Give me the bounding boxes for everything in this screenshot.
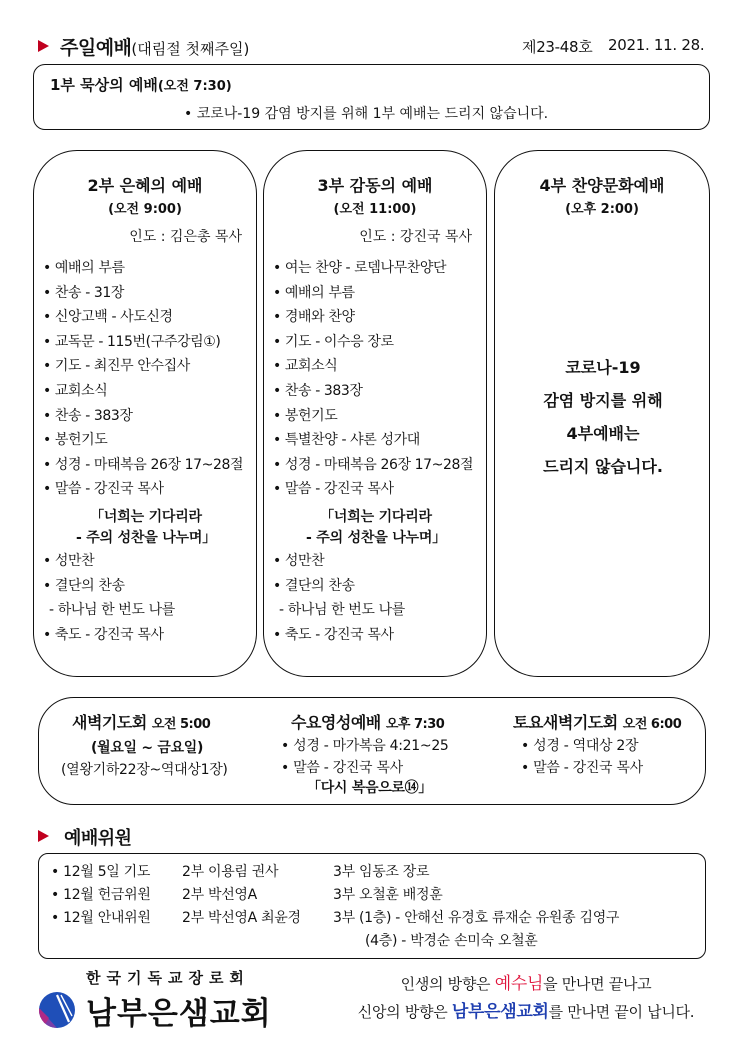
dawn-prayer-heading xyxy=(72,710,210,733)
message-line: 감염 방지를 위해 xyxy=(543,391,663,410)
sermon-line-1: 「너희는 기다리라 xyxy=(320,509,432,525)
message-line: 드리지 않습니다. xyxy=(543,457,663,476)
service2-sermon-title xyxy=(34,507,258,549)
list-item: • 예배의 부름 xyxy=(273,284,355,301)
dawn-prayer-time: 오전 5:00 xyxy=(151,717,211,732)
wednesday-preacher: • 말씀 - 강진국 목사 xyxy=(281,760,403,776)
list-item: • 기도 - 최진무 안수집사 xyxy=(43,358,190,375)
sermon-line-2: - 주의 성찬을 나누며」 xyxy=(305,530,447,546)
wednesday-service-time: 오후 7:30 xyxy=(385,717,445,732)
issue-number: 제23-48호 xyxy=(522,38,593,56)
service1-note: • 코로나-19 감염 방지를 위해 1부 예배는 드리지 않습니다. xyxy=(184,106,549,122)
page-header xyxy=(60,33,249,60)
dawn-prayer-days: (월요일 ~ 금요일) xyxy=(91,740,204,756)
service4-cancel-message xyxy=(495,351,711,483)
saturday-prayer-heading xyxy=(513,710,681,733)
list-item: • 성경 - 마태복음 26장 17~28절 xyxy=(43,456,244,473)
saturday-preacher: • 말씀 - 강진국 목사 xyxy=(521,760,643,776)
sermon-line-1: 「너희는 기다리라 xyxy=(90,509,202,525)
denomination-name: 한국기독교장로회 xyxy=(86,969,250,987)
committee-row-prayer xyxy=(51,861,701,883)
service3-box xyxy=(263,150,487,677)
dawn-prayer-reading: (열왕기하22장~역대상1장) xyxy=(61,762,228,778)
service4-time: (오후 2:00) xyxy=(565,202,639,217)
service3-time: (오전 11:00) xyxy=(333,202,417,217)
duty-label: • 12월 헌금위원 xyxy=(51,887,151,903)
list-item: • 성경 - 마태복음 26장 17~28절 xyxy=(273,456,474,473)
duty-label: • 12월 5일 기도 xyxy=(51,864,151,880)
list-item: • 신앙고백 - 사도신경 xyxy=(43,309,173,326)
service3-sermon-title xyxy=(264,507,488,549)
weekday-services-box xyxy=(38,697,706,805)
list-item: • 축도 - 강진국 목사 xyxy=(273,626,394,643)
saturday-scripture: • 성경 - 역대상 2장 xyxy=(521,738,639,754)
slogan-line-1 xyxy=(326,970,726,998)
service4-title: 4부 찬양문화예배 xyxy=(539,176,665,195)
wednesday-scripture: • 성경 - 마가복음 4:21~25 xyxy=(281,738,449,754)
committee-row-usher xyxy=(51,907,701,929)
duty-label: • 12월 안내위원 xyxy=(51,910,151,926)
service2-time: (오전 9:00) xyxy=(108,202,182,217)
committee-row-usher-4f: (4층) - 박경순 손미숙 오철훈 xyxy=(365,933,538,949)
wednesday-service-heading xyxy=(291,710,444,733)
list-item: • 교독문 - 115번(구주강림①) xyxy=(43,333,221,350)
list-item: • 예배의 부름 xyxy=(43,260,125,276)
list-item: • 특별찬양 - 샤론 성가대 xyxy=(273,432,420,449)
committee-row-offering xyxy=(51,884,701,906)
duty-service2: 2부 이용림 권사 xyxy=(182,864,279,880)
sermon-line-2: - 주의 성찬을 나누며」 xyxy=(75,530,217,546)
list-item: • 결단의 찬송 xyxy=(43,577,125,594)
service2-leader: 인도 : 김은총 목사 xyxy=(129,229,242,245)
page-subtitle: (대림절 첫째주일) xyxy=(131,40,250,58)
saturday-prayer-time: 오전 6:00 xyxy=(622,717,682,732)
service2-closing-list xyxy=(43,549,175,647)
slogan-text: 인생의 방향은 xyxy=(400,975,495,993)
wednesday-service-title: 수요영성예배 xyxy=(291,713,381,732)
saturday-prayer-title: 토요새벽기도회 xyxy=(513,713,618,732)
list-item: • 성만찬 xyxy=(273,553,325,569)
service1-title: 1부 묵상의 예배 xyxy=(50,76,158,94)
list-item: • 여는 찬양 - 로뎀나무찬양단 xyxy=(273,260,447,276)
church-slogan xyxy=(326,970,726,1026)
list-item: • 교회소식 xyxy=(43,382,108,399)
duty-service2: 2부 박선영A xyxy=(182,887,257,903)
dawn-prayer-title: 새벽기도회 xyxy=(72,713,147,732)
church-logo-icon xyxy=(39,992,75,1028)
service3-leader: 인도 : 강진국 목사 xyxy=(359,229,472,245)
list-item: • 기도 - 이수응 장로 xyxy=(273,333,394,350)
page-title: 주일예배 xyxy=(60,37,132,59)
list-item: • 봉헌기도 xyxy=(43,432,108,449)
wednesday-sermon-title: 「다시 복음으로⑭」 xyxy=(307,780,433,796)
duty-service2: 2부 박선영A 최윤경 xyxy=(182,910,301,926)
service4-box xyxy=(494,150,710,677)
slogan-highlight-jesus: 예수님 xyxy=(494,974,544,994)
service3-title: 3부 감동의 예배 xyxy=(317,176,433,195)
service1-box xyxy=(33,64,710,130)
committee-box xyxy=(38,853,706,959)
slogan-text: 를 만나면 끝이 납니다. xyxy=(548,1003,695,1021)
church-name: 남부은샘교회 xyxy=(86,996,272,1032)
slogan-text: 을 만나면 끝나고 xyxy=(543,975,652,993)
list-item: - 하나님 한 번도 나를 xyxy=(49,602,175,619)
list-item: • 찬송 - 383장 xyxy=(273,382,363,399)
slogan-line-2 xyxy=(326,998,726,1026)
service1-time: (오전 7:30) xyxy=(157,79,232,94)
service3-order-list xyxy=(273,256,473,502)
slogan-text: 신앙의 방향은 xyxy=(357,1003,452,1021)
service3-closing-list xyxy=(273,549,405,647)
service2-title: 2부 은혜의 예배 xyxy=(87,176,203,195)
list-item: • 말씀 - 강진국 목사 xyxy=(273,481,394,498)
message-line: 4부예배는 xyxy=(566,424,640,443)
duty-service3: 3부 임동조 장로 xyxy=(333,864,430,880)
list-item: • 봉헌기도 xyxy=(273,407,338,424)
list-item: • 경배와 찬양 xyxy=(273,309,355,326)
duty-service3: 3부 오철훈 배정훈 xyxy=(333,887,443,903)
list-item: • 찬송 - 31장 xyxy=(43,284,125,301)
list-item: • 교회소식 xyxy=(273,358,338,375)
list-item: • 찬송 - 383장 xyxy=(43,407,133,424)
service2-order-list xyxy=(43,256,243,502)
committee-marker-icon xyxy=(38,830,49,842)
service1-heading xyxy=(50,74,232,95)
message-line: 코로나-19 xyxy=(565,358,641,377)
list-item: • 결단의 찬송 xyxy=(273,577,355,594)
committee-heading: 예배위원 xyxy=(64,828,132,849)
duty-service3: 3부 (1층) - 안해선 유경호 류재순 유원종 김영구 xyxy=(333,910,620,926)
issue-date: 2021. 11. 28. xyxy=(608,36,705,54)
service2-box xyxy=(33,150,257,677)
list-item: • 축도 - 강진국 목사 xyxy=(43,626,164,643)
list-item: • 성만찬 xyxy=(43,553,95,569)
list-item: - 하나님 한 번도 나를 xyxy=(279,602,405,619)
list-item: • 말씀 - 강진국 목사 xyxy=(43,481,164,498)
slogan-highlight-church: 남부은샘교회 xyxy=(451,1002,549,1022)
header-marker-icon xyxy=(38,40,49,52)
